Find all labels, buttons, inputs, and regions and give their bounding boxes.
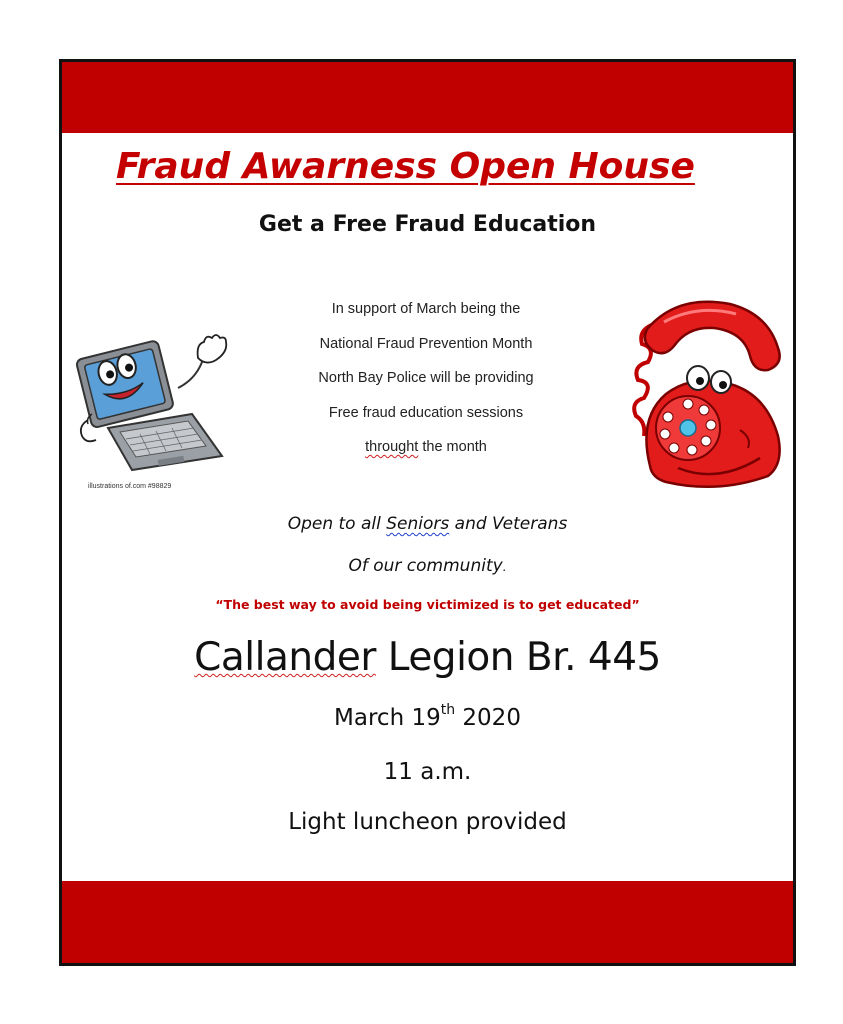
open-line-pre: Open to all xyxy=(287,514,387,534)
open-to-line xyxy=(62,514,793,534)
support-line-last xyxy=(276,430,576,465)
flyer-subtitle: Get a Free Fraud Education xyxy=(258,212,597,237)
community-dot: . xyxy=(502,560,507,574)
venue-name: Callander xyxy=(194,635,376,680)
community-line xyxy=(62,556,793,576)
laptop-cartoon-icon xyxy=(70,328,240,478)
date-year: 2020 xyxy=(455,705,521,731)
event-time: 11 a.m. xyxy=(383,759,472,785)
quote: “The best way to avoid being victimized is to get educated” xyxy=(215,597,640,612)
support-text xyxy=(276,292,576,465)
misspelled-word: throught xyxy=(365,439,419,455)
date-pre: March 19 xyxy=(334,705,441,731)
telephone-cartoon-icon xyxy=(618,298,788,498)
top-red-band xyxy=(62,62,793,133)
open-line-post: and Veterans xyxy=(449,514,568,534)
open-line-seniors: Seniors xyxy=(386,514,450,534)
bottom-red-band xyxy=(62,881,793,963)
support-line-rest: the month xyxy=(418,439,487,455)
venue-rest: Legion Br. 445 xyxy=(375,635,661,680)
flyer-title: Fraud Awarness Open House xyxy=(116,146,695,187)
venue xyxy=(62,635,793,680)
image-credit: illustrations of.com #98829 xyxy=(88,483,172,490)
support-line: North Bay Police will be providing xyxy=(318,370,534,386)
support-line: National Fraud Prevention Month xyxy=(319,335,533,352)
support-line: In support of March being the xyxy=(331,301,521,317)
flyer xyxy=(59,59,796,966)
community-text: Of our community xyxy=(348,556,503,576)
support-line: Free fraud education sessions xyxy=(328,404,524,421)
date-suffix: th xyxy=(440,702,456,718)
event-date xyxy=(62,702,793,731)
lunch-note: Light luncheon provided xyxy=(288,809,567,835)
